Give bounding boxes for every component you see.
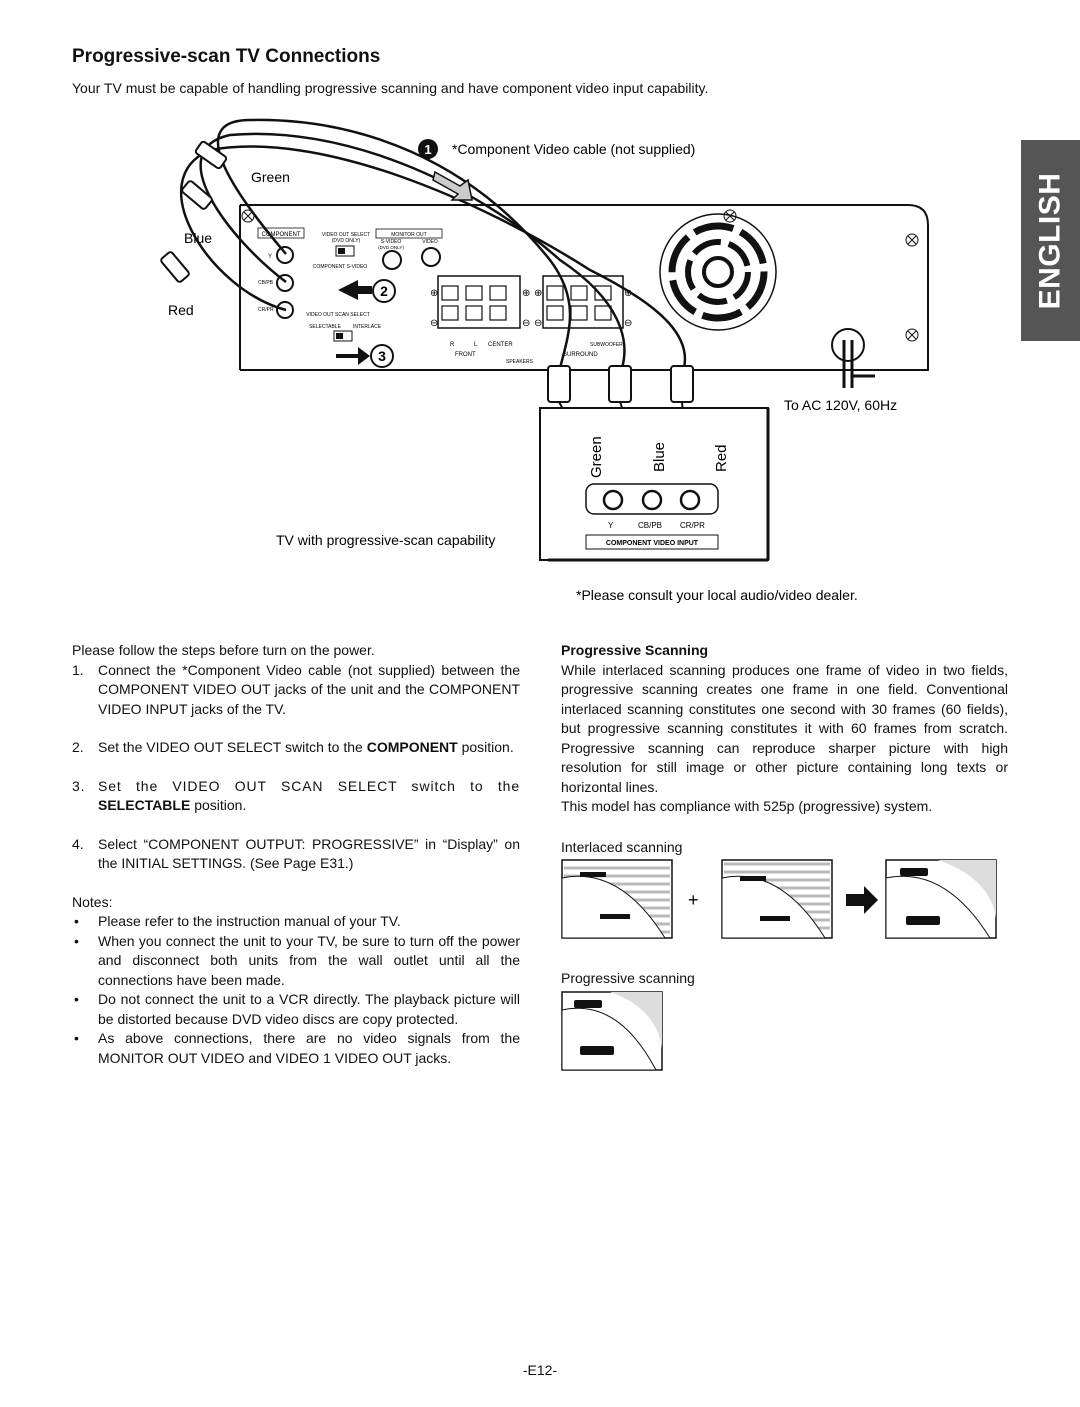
unit-speakers-label: SPEAKERS (506, 359, 533, 365)
note-4: • As above connections, there are no video signals from the MONITOR OUT VIDEO and VIDEO 1 VIDEO OUT jacks. (72, 1029, 520, 1068)
result-arrow-icon (846, 886, 878, 914)
unit-cb-label: CB/PB (258, 280, 274, 286)
tv-box (540, 408, 768, 560)
tv-jack-y: Y (608, 521, 614, 530)
unit-dvd-only-1: (DVD ONLY) (331, 238, 361, 244)
dealer-note: *Please consult your local audio/video dealer. (576, 587, 858, 603)
plus-sign: + (688, 890, 699, 910)
tv-blue-label: Blue (651, 441, 668, 472)
note-3: • Do not connect the unit to a VCR directly. The playback picture will be distorted because DVD video discs are copy protected. (72, 990, 520, 1029)
svg-text:⊕: ⊕ (534, 288, 543, 299)
unit-interlace: INTERLACE (352, 324, 382, 330)
unit-rear-panel (240, 205, 928, 388)
unit-component-label: COMPONENT (261, 232, 301, 238)
unit-cr-label: CR/PR (258, 307, 274, 313)
unit-s-video: S-VIDEO (380, 239, 402, 245)
unit-component-svideo: COMPONENT S-VIDEO (312, 264, 368, 270)
tv-red-label: Red (713, 444, 730, 472)
ac-label: To AC 120V, 60Hz (784, 397, 898, 413)
tv-input-label: COMPONENT VIDEO INPUT (605, 540, 699, 547)
blue-label: Blue (184, 230, 213, 246)
compliance-text: This model has compliance with 525p (progressive) system. (561, 798, 933, 814)
svg-text:⊕: ⊕ (624, 288, 633, 299)
progressive-heading: Progressive Scanning (561, 642, 709, 658)
svg-text:⊕: ⊕ (522, 288, 531, 299)
tv-label: TV with progressive-scan capability (276, 532, 496, 548)
svg-text:3: 3 (378, 348, 386, 364)
progressive-result-frame (886, 860, 996, 938)
language-tab-label: ENGLISH (1033, 172, 1067, 309)
left-column (72, 641, 520, 1068)
progressive-label: Progressive scanning (561, 970, 695, 986)
notes-title: Notes: (72, 893, 113, 910)
unit-dvd-only-2: (DVD ONLY) (378, 245, 404, 250)
unit-y-label: Y (268, 254, 273, 260)
svg-text:⊕: ⊕ (430, 288, 439, 299)
unit-video: VIDEO (422, 239, 438, 245)
progressive-paragraph: While interlaced scanning produces one frame of video in two fields, progressive scanning creates one frame in one field. Conventional interlaced scanning constitutes one second with 30 frames (60 fields), but progressive scanning constitutes it with 60 frames from scratch. Progressive scanning can reproduce sharper picture with high resolution for still image or other picture containing long texts or horizontal lines. (561, 661, 1008, 795)
unit-subwoofer-label: SUBWOOFER (590, 342, 623, 348)
red-label: Red (168, 302, 194, 318)
steps-lead: Please follow the steps before turn on the power. (72, 642, 375, 658)
tv-green-label: Green (588, 436, 605, 478)
interlaced-label: Interlaced scanning (561, 839, 683, 855)
svg-text:⊖: ⊖ (522, 318, 531, 329)
connection-diagram (0, 0, 1000, 620)
tv-jack-cb: CB/PB (638, 521, 663, 530)
language-tab (1021, 140, 1080, 341)
interlaced-field-1 (562, 860, 672, 938)
unit-video-out-select: VIDEO OUT SELECT (321, 232, 371, 238)
note-2: • When you connect the unit to your TV, be sure to turn off the power and disconnect both units from the wall outlet until all the connections have been made. (72, 932, 520, 991)
unit-l-label: L (474, 342, 478, 348)
step-2: 2. Set the VIDEO OUT SELECT switch to the COMPONENT position. (72, 739, 514, 755)
intro-text: Your TV must be capable of handling progressive scanning and have component video input capability. (72, 80, 709, 96)
page-title: Progressive-scan TV Connections (72, 46, 381, 67)
unit-center-label: CENTER (488, 342, 513, 348)
page-number: -E12- (522, 1362, 558, 1378)
svg-text:2: 2 (380, 283, 388, 299)
interlaced-field-2 (722, 860, 832, 938)
right-column (561, 641, 1008, 817)
svg-text:1: 1 (424, 142, 432, 157)
svg-text:⊖: ⊖ (624, 318, 633, 329)
unit-video-out-scan: VIDEO OUT SCAN SELECT (306, 312, 370, 318)
step-1: 1. Connect the *Component Video cable (not supplied) between the COMPONENT VIDEO OUT jacks of the unit and the COMPONENT VIDEO INPUT jacks of the TV. (72, 661, 520, 717)
svg-text:⊖: ⊖ (430, 318, 439, 329)
step-3: 3. Set the VIDEO OUT SCAN SELECT switch to the SELECTABLE position. (72, 777, 520, 813)
unit-front-label: FRONT (455, 352, 476, 358)
step-4: 4. Select “COMPONENT OUTPUT: PROGRESSIVE” in “Display” on the INITIAL SETTINGS. (See Page E31.) (72, 835, 520, 871)
cable-label: *Component Video cable (not supplied) (452, 141, 696, 157)
unit-selectable: SELECTABLE (309, 324, 341, 330)
svg-text:⊖: ⊖ (534, 318, 543, 329)
scanning-illustrations (560, 858, 1000, 1073)
tv-jack-cr: CR/PR (680, 521, 705, 530)
unit-monitor-out: MONITOR OUT (391, 232, 427, 238)
progressive-scanning-frame (562, 992, 662, 1070)
green-label: Green (251, 169, 290, 185)
unit-surround-label: SURROUND (563, 352, 598, 358)
unit-r-label: R (450, 342, 455, 348)
note-1: • Please refer to the instruction manual of your TV. (72, 912, 520, 932)
